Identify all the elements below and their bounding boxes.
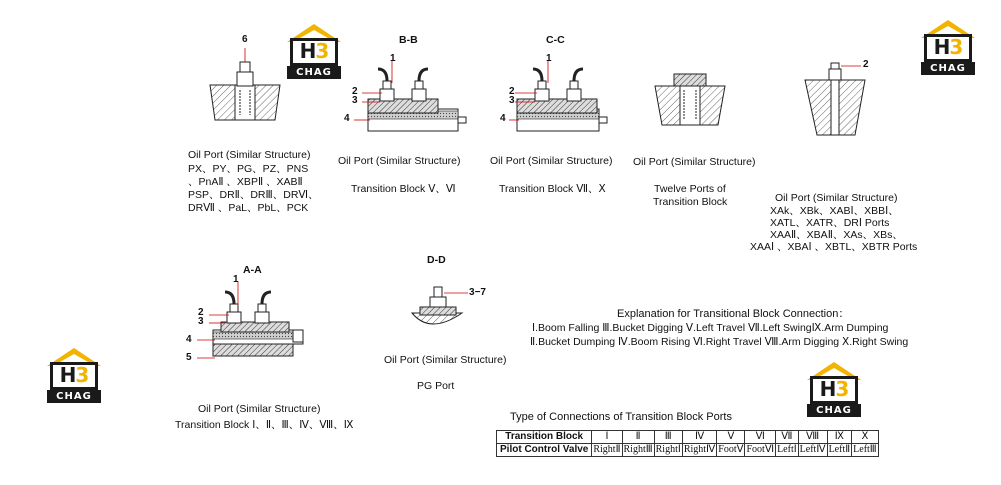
callout-3: 3 bbox=[198, 316, 204, 327]
callout-3: 3 bbox=[352, 95, 358, 106]
table-cell-valve: RightⅡ bbox=[593, 444, 621, 455]
caption-dd-title: Oil Port (Similar Structure) bbox=[384, 354, 507, 366]
callout-1: 1 bbox=[390, 53, 396, 64]
table-cell-block: Ⅵ bbox=[745, 431, 776, 444]
table-header-pilot-control-valve: Pilot Control Valve bbox=[497, 444, 592, 457]
caption-aa-title: Oil Port (Similar Structure) bbox=[198, 403, 321, 415]
table-cell-block: Ⅱ bbox=[622, 431, 654, 444]
logo-h3-chag-4 bbox=[803, 360, 865, 418]
figure-transition-block-b-b bbox=[340, 55, 470, 140]
table-cell-valve: FootⅤ bbox=[718, 444, 744, 455]
logo-h3-chag-1 bbox=[283, 22, 345, 80]
callout-2: 2 bbox=[863, 59, 869, 70]
table-cell-valve: FootⅥ bbox=[746, 444, 775, 455]
table-cell-valve: LeftⅢ bbox=[853, 444, 877, 455]
caption-f4-line: Transition Block bbox=[653, 196, 728, 208]
logo-text-top: H3 bbox=[933, 35, 963, 59]
table-cell-block: Ⅹ bbox=[852, 431, 879, 444]
logo-text-bottom: CHAG bbox=[287, 66, 341, 79]
caption-aa-sub: Transition Block Ⅰ、Ⅱ、Ⅲ、Ⅳ、Ⅷ、Ⅸ bbox=[175, 419, 354, 431]
callout-3: 3 bbox=[469, 287, 475, 298]
caption-f1-line: PSP、DRⅡ、DRⅢ、DRⅥ、 bbox=[188, 189, 319, 201]
callout-1: 1 bbox=[546, 53, 552, 64]
caption-f1-title: Oil Port (Similar Structure) bbox=[188, 149, 311, 161]
callout-dash: − bbox=[474, 287, 481, 298]
logo-h3-chag-3 bbox=[43, 346, 105, 404]
table-cell-block: Ⅳ bbox=[682, 431, 716, 444]
logo-text-top: H3 bbox=[59, 363, 89, 387]
caption-f4-line: Twelve Ports of bbox=[654, 183, 726, 195]
caption-bb-title: Oil Port (Similar Structure) bbox=[338, 155, 461, 167]
table-cell-block: Ⅲ bbox=[654, 431, 682, 444]
table-row-valves bbox=[497, 444, 879, 457]
caption-cc-sub: Transition Block Ⅶ、Ⅹ bbox=[499, 183, 606, 195]
table-header-transition-block: Transition Block bbox=[497, 431, 592, 444]
caption-f5-line: XAk、XBk、XABⅠ、XBBⅠ、 bbox=[770, 205, 899, 217]
explanation-line-1: Ⅰ.Boom Falling Ⅲ.Bucket Digging Ⅴ.Left Travel Ⅶ.Left SwingⅨ.Arm Dumping bbox=[532, 322, 889, 334]
callout-6: 6 bbox=[242, 34, 248, 45]
section-label-a-a: A-A bbox=[243, 264, 262, 276]
table-row-blocks bbox=[497, 431, 879, 444]
figure-twelve-ports bbox=[650, 70, 730, 130]
callout-4: 4 bbox=[344, 113, 350, 124]
logo-text-top-accent: 3 bbox=[315, 39, 329, 63]
table-cell-block: Ⅷ bbox=[798, 431, 827, 444]
caption-f5-line: XAAⅠ 、XBAⅠ 、XBTL、XBTR Ports bbox=[750, 241, 918, 253]
caption-f1-line: 、PnAⅡ 、XBPⅡ 、XABⅡ bbox=[188, 176, 303, 188]
table-cell-valve: RightⅠ bbox=[655, 444, 681, 455]
callout-2: 2 bbox=[352, 86, 358, 97]
table-cell-valve: LeftⅣ bbox=[799, 444, 826, 455]
explanation-line-2: Ⅱ.Bucket Dumping Ⅳ.Boom Rising Ⅵ.Right Travel Ⅷ.Arm Digging Ⅹ.Right Swing bbox=[530, 336, 909, 348]
callout-1: 1 bbox=[233, 274, 239, 285]
table-cell-valve: RightⅢ bbox=[623, 444, 653, 455]
callout-7: 7 bbox=[480, 287, 486, 298]
section-label-b-b: B-B bbox=[399, 34, 418, 46]
connection-table bbox=[496, 430, 879, 457]
figure-oil-port-plug bbox=[205, 40, 285, 125]
figure-pg-port-d-d bbox=[410, 275, 480, 335]
logo-text-bottom: CHAG bbox=[47, 390, 101, 403]
logo-text-top: H3 bbox=[819, 377, 849, 401]
table-cell-block: Ⅸ bbox=[827, 431, 852, 444]
logo-text-top-accent: 3 bbox=[949, 35, 963, 59]
figure-transition-block-a-a bbox=[185, 278, 315, 368]
caption-f1-line: PX、PY、PG、PZ、PNS bbox=[188, 163, 309, 175]
callout-5: 5 bbox=[186, 352, 192, 363]
logo-text-top: H3 bbox=[299, 39, 329, 63]
callout-2: 2 bbox=[198, 307, 204, 318]
callout-4: 4 bbox=[186, 334, 192, 345]
caption-dd-sub: PG Port bbox=[417, 380, 455, 392]
section-label-c-c: C-C bbox=[546, 34, 565, 46]
table-cell-block: Ⅴ bbox=[717, 431, 745, 444]
logo-text-top-accent: 3 bbox=[75, 363, 89, 387]
caption-f5-line: XAAⅡ、XBAⅡ、XAs、XBs、 bbox=[770, 229, 903, 241]
caption-f5-title: Oil Port (Similar Structure) bbox=[775, 192, 898, 204]
table-cell-valve: LeftⅠ bbox=[777, 444, 797, 455]
logo-text-bottom: CHAG bbox=[807, 404, 861, 417]
logo-text-bottom: CHAG bbox=[921, 62, 975, 75]
logo-text-top-accent: 3 bbox=[835, 377, 849, 401]
logo-h3-chag-2 bbox=[917, 18, 979, 76]
explanation-title: Explanation for Transitional Block Connection： bbox=[617, 308, 850, 320]
table-cell-valve: RightⅣ bbox=[683, 444, 716, 455]
callout-2: 2 bbox=[509, 86, 515, 97]
caption-f1-line: DRⅦ 、PaL、PbL、PCK bbox=[188, 202, 309, 214]
caption-cc-title: Oil Port (Similar Structure) bbox=[490, 155, 613, 167]
caption-bb-sub: Transition Block Ⅴ、Ⅵ bbox=[351, 183, 456, 195]
table-cell-block: Ⅰ bbox=[592, 431, 622, 444]
figure-oil-port-small bbox=[803, 55, 883, 140]
section-label-d-d: D-D bbox=[427, 254, 446, 266]
caption-f4-title: Oil Port (Similar Structure) bbox=[633, 156, 756, 168]
table-title: Type of Connections of Transition Block Ports bbox=[510, 411, 732, 423]
callout-4: 4 bbox=[500, 113, 506, 124]
table-cell-block: Ⅶ bbox=[776, 431, 799, 444]
table-cell-valve: LeftⅡ bbox=[828, 444, 851, 455]
callout-3-7 bbox=[469, 287, 486, 298]
callout-3: 3 bbox=[509, 95, 515, 106]
caption-f5-line: XATL、XATR、DRⅠ Ports bbox=[770, 217, 890, 229]
